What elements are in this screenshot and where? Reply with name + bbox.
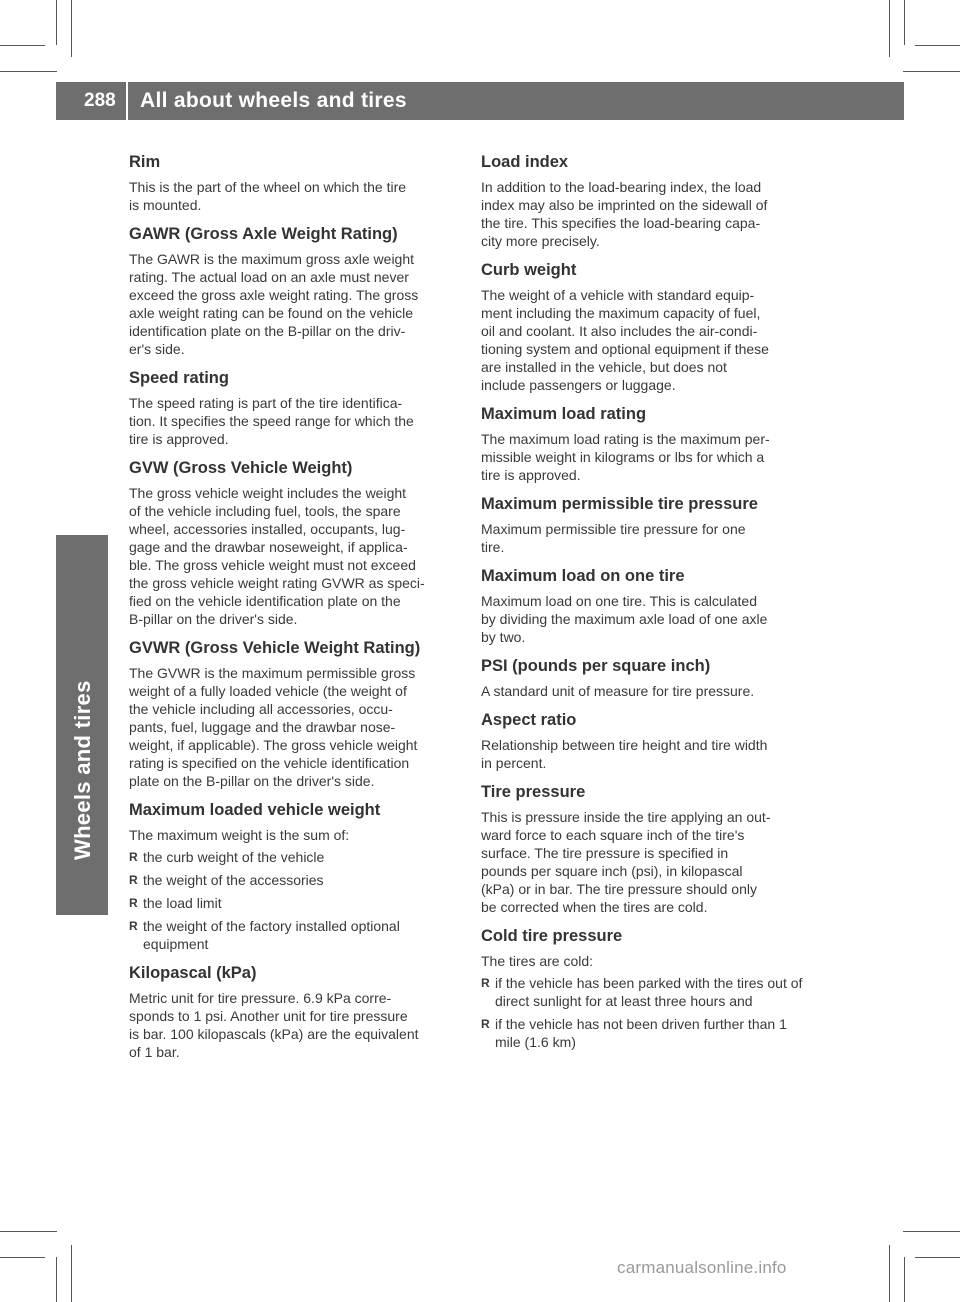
crop-mark xyxy=(56,1257,57,1302)
section-heading: Tire pressure xyxy=(481,783,586,801)
section-cold-tire-pressure xyxy=(481,926,813,1051)
right-column xyxy=(481,152,813,1061)
section-load-index xyxy=(481,152,813,250)
bullet-list xyxy=(129,848,461,953)
section-heading: Maximum load rating xyxy=(481,405,647,423)
section-text: The tires are cold: xyxy=(481,953,594,969)
section-text: The speed rating is part of the tire identifica- tion. It specifies the speed range for which the tire is approved. xyxy=(129,395,414,447)
bullet-list xyxy=(481,974,813,1051)
section-text: The maximum load rating is the maximum per- missible weight in kilograms or lbs for which a tire is approved. xyxy=(481,431,770,483)
section-max-load-rating xyxy=(481,404,813,484)
section-tire-pressure xyxy=(481,782,813,916)
section-speed-rating xyxy=(129,368,461,448)
section-text: The GVWR is the maximum permissible gross weight of a fully loaded vehicle (the weight of the vehicle including all accessories, occu- pants, fuel, luggage and the drawbar nose- weight, if applicable). The gross vehicle weight rating is specified on the vehicle identification plate on the B-pillar on the driver's side. xyxy=(129,665,418,789)
section-heading: Maximum load on one tire xyxy=(481,567,685,585)
crop-mark xyxy=(904,1257,905,1302)
section-text: Relationship between tire height and tire width in percent. xyxy=(481,737,768,771)
section-heading: Maximum loaded vehicle weight xyxy=(129,801,381,819)
section-gvw xyxy=(129,458,461,628)
section-heading: GVW (Gross Vehicle Weight) xyxy=(129,459,353,477)
crop-mark xyxy=(915,1257,960,1258)
watermark-text: carmanualsonline.info xyxy=(617,1258,787,1277)
list-item: R the load limit xyxy=(129,894,461,912)
section-text: Metric unit for tire pressure. 6.9 kPa corre- sponds to 1 psi. Another unit for tire pressure is bar. 100 kilopascals (kPa) are the equivalent of 1 bar. xyxy=(129,990,419,1060)
list-item: R the weight of the accessories xyxy=(129,871,461,889)
section-max-load-one-tire xyxy=(481,566,813,646)
section-rim xyxy=(129,152,461,214)
crop-mark xyxy=(0,1231,57,1232)
section-heading: GVWR (Gross Vehicle Weight Rating) xyxy=(129,639,421,657)
crop-mark xyxy=(0,45,45,46)
crop-mark xyxy=(56,0,57,45)
section-text: This is pressure inside the tire applying an out- ward force to each square inch of the tire's surface. The tire pressure is specified in pounds per square inch (psi), in kilopascal (kPa) or in bar. The tire pressure should only be corrected when the tires are cold. xyxy=(481,809,771,915)
crop-mark xyxy=(0,1257,45,1258)
section-text: A standard unit of measure for tire pressure. xyxy=(481,683,755,699)
section-psi xyxy=(481,656,813,700)
section-text: The maximum weight is the sum of: xyxy=(129,827,350,843)
section-heading: Aspect ratio xyxy=(481,711,577,729)
section-text: The weight of a vehicle with standard equip- ment including the maximum capacity of fuel, oil and coolant. It also includes the air-condi- tioning system and optional equipment if these are installed in the vehicle, but does not include passengers or luggage. xyxy=(481,287,769,393)
section-max-pressure xyxy=(481,494,813,556)
chapter-tab-label: Wheels and tires xyxy=(70,680,95,860)
crop-mark xyxy=(71,1245,72,1302)
section-heading: PSI (pounds per square inch) xyxy=(481,657,711,675)
section-heading: Rim xyxy=(129,153,161,171)
section-max-loaded-weight xyxy=(129,800,461,953)
section-heading: Cold tire pressure xyxy=(481,927,623,945)
left-column xyxy=(129,152,461,1071)
section-gvwr xyxy=(129,638,461,790)
list-item: R if the vehicle has been parked with the tires out of direct sunlight for at least three hours and xyxy=(481,974,813,1010)
section-heading: Kilopascal (kPa) xyxy=(129,964,257,982)
section-text: The GAWR is the maximum gross axle weight rating. The actual load on an axle must never exceed the gross axle weight rating. The gross axle weight rating can be found on the vehicle identification plate on the B-pillar on the driv- er's side. xyxy=(129,251,419,357)
list-item: R the curb weight of the vehicle xyxy=(129,848,461,866)
section-heading: Curb weight xyxy=(481,261,577,279)
section-heading: Maximum permissible tire pressure xyxy=(481,495,758,513)
section-heading: Speed rating xyxy=(129,369,229,387)
crop-mark xyxy=(0,71,57,72)
crop-mark xyxy=(903,1231,960,1232)
section-heading: Load index xyxy=(481,153,569,171)
crop-mark xyxy=(903,71,960,72)
section-text: The gross vehicle weight includes the weight of the vehicle including fuel, tools, the spare wheel, accessories installed, occupants, lug- gage and the drawbar noseweight, if applica- ble. The gross vehicle weight must not exceed the gross vehicle weight rating GVWR as speci- fied on the vehicle identification plate on the B-pillar on the driver's side. xyxy=(129,485,425,627)
crop-mark xyxy=(904,0,905,45)
page-number: 288 xyxy=(84,90,116,111)
section-curb-weight xyxy=(481,260,813,394)
section-kilopascal xyxy=(129,963,461,1061)
section-text: In addition to the load-bearing index, the load index may also be imprinted on the sidewall of the tire. This specifies the load-bearing capa- city more precisely. xyxy=(481,179,768,249)
crop-mark xyxy=(889,1245,890,1302)
page-title: All about wheels and tires xyxy=(140,89,407,112)
section-aspect-ratio xyxy=(481,710,813,772)
list-item: R the weight of the factory installed optional equipment xyxy=(129,917,461,953)
section-heading: GAWR (Gross Axle Weight Rating) xyxy=(129,225,398,243)
list-item: R if the vehicle has not been driven further than 1 mile (1.6 km) xyxy=(481,1015,813,1051)
crop-mark xyxy=(889,0,890,57)
section-text: Maximum load on one tire. This is calculated by dividing the maximum axle load of one axle by two. xyxy=(481,593,768,645)
section-text: Maximum permissible tire pressure for one tire. xyxy=(481,521,746,555)
section-gawr xyxy=(129,224,461,358)
crop-mark xyxy=(915,45,960,46)
crop-mark xyxy=(71,0,72,57)
header-divider xyxy=(126,82,128,120)
section-text: This is the part of the wheel on which the tire is mounted. xyxy=(129,179,407,213)
